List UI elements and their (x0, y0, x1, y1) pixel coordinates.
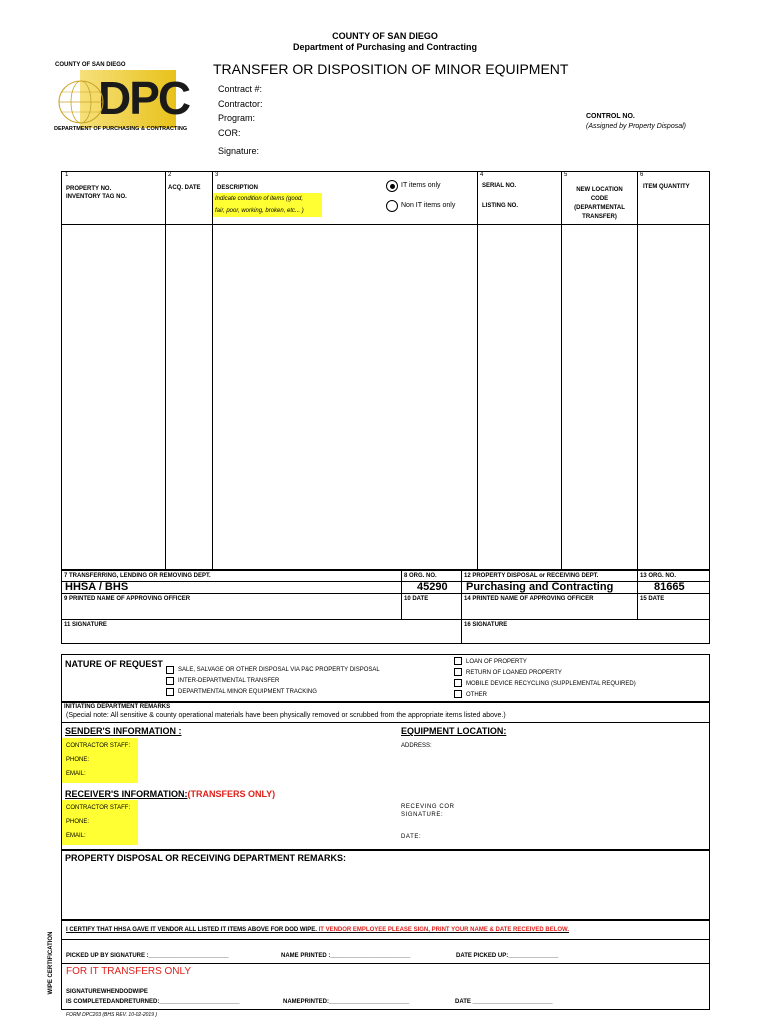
form-number-footer: FORM DPC203 (BHS REV. 10-02-2019 ) (66, 1012, 158, 1018)
return-loaned-property-checkbox[interactable] (454, 668, 462, 676)
control-no-note: (Assigned by Property Disposal) (586, 123, 686, 130)
loan-of-property-checkbox[interactable] (454, 657, 462, 665)
initiating-remarks-label: INITIATING DEPARTMENT REMARKS (64, 704, 171, 710)
date-picked-up-label: DATE PICKED UP:_______________ (456, 953, 559, 959)
sender-email-label: EMAIL: (66, 771, 86, 777)
other-checkbox[interactable] (454, 690, 462, 698)
date-2-label: DATE ________________________ (455, 999, 553, 1005)
non-it-items-radio[interactable] (386, 200, 398, 212)
it-items-radio[interactable] (386, 180, 398, 192)
minor-equipment-tracking-checkbox[interactable] (166, 688, 174, 696)
date-15-label: 15 DATE (640, 596, 665, 602)
receiver-staff-label: CONTRACTOR STAFF: (66, 805, 131, 811)
transferring-dept-value: HHSA / BHS (65, 581, 129, 593)
contract-field-label: Contract #: (218, 84, 263, 94)
picked-up-signature-label: PICKED UP BY SIGNATURE :________________________ (66, 953, 229, 959)
equipment-location-heading: EQUIPMENT LOCATION: (401, 726, 507, 736)
col-serial: SERIAL NO. (482, 183, 517, 189)
receiving-signature-label: SIGNATURE: (401, 812, 444, 818)
transferring-dept-label: 7 TRANSFERRING, LENDING OR REMOVING DEPT. (64, 573, 211, 579)
sensitive-materials-note: (Special note: All sensitive & county operational materials have been physically removed or scrubbed from the appropriate items listed above.) (66, 712, 506, 719)
col-inventory-tag: INVENTORY TAG NO. (66, 194, 127, 200)
sender-info-heading: SENDER'S INFORMATION : (65, 726, 182, 736)
it-items-label: IT items only (401, 182, 441, 189)
signature-16-label: 16 SIGNATURE (464, 622, 508, 628)
nature-of-request-label: NATURE OF REQUEST (65, 659, 163, 669)
org-no-8-value: 45290 (417, 581, 448, 593)
signature-field-label: Signature: (218, 146, 260, 156)
program-field-label: Program: (218, 113, 256, 123)
contacts-section (61, 702, 710, 850)
wipe-certify-statement: I CERTIFY THAT HHSA GAVE IT VENDOR ALL LISTED IT ITEMS ABOVE FOR DOD WIPE. IT VENDOR EMPLOYEE PLEASE SIGN, PRINT YOUR NAME & DATE RECEIVED BELOW. (66, 927, 570, 933)
wipe-certification-box (61, 920, 710, 1010)
county-title: COUNTY OF SAN DIEGO (332, 31, 438, 41)
col-new-location: NEW LOCATION CODE (DEPARTMENTAL TRANSFER) (574, 187, 625, 220)
pd-remarks-label: PROPERTY DISPOSAL OR RECEIVING DEPARTMENT REMARKS: (65, 853, 347, 863)
sender-phone-label: PHONE: (66, 757, 90, 763)
approving-officer-14-label: 14 PRINTED NAME OF APPROVING OFFICER (464, 596, 594, 602)
date-10-label: 10 DATE (404, 596, 429, 602)
department-title: Department of Purchasing and Contracting (292, 42, 478, 52)
col-item-quantity: ITEM QUANTITY (643, 184, 690, 190)
org-no-13-label: 13 ORG. NO. (640, 573, 677, 579)
form-title: TRANSFER OR DISPOSITION OF MINOR EQUIPMENT (213, 61, 569, 77)
receiving-dept-label: 12 PROPERTY DISPOSAL or RECEIVING DEPT. (464, 573, 599, 579)
wipe-certification-side-label: WIPE CERTIFICATION (48, 931, 54, 995)
org-no-8-label: 8 ORG. NO. (404, 573, 437, 579)
col-listing: LISTING NO. (482, 203, 518, 209)
address-label: ADDRESS: (401, 743, 432, 749)
sale-salvage-checkbox[interactable] (166, 666, 174, 674)
control-no-label: CONTROL NO. (586, 113, 635, 120)
radio-selected-dot (390, 184, 395, 189)
name-printed-2-label: NAMEPRINTED:________________________ (283, 999, 410, 1005)
signature-11-label: 11 SIGNATURE (64, 622, 107, 628)
dpc-logo: COUNTY OF SAN DIEGO DPC DEPARTMENT OF PURCHASING & CONTRACTING (54, 62, 190, 132)
inter-dept-transfer-checkbox[interactable] (166, 677, 174, 685)
signature-when-wipe-label: SIGNATUREWHENDODWIPE (66, 989, 148, 995)
globe-icon (56, 76, 106, 128)
col-property-no: PROPERTY NO. (66, 186, 112, 192)
receiver-email-label: EMAIL: (66, 833, 86, 839)
receiving-cor-label: RECEVING COR (401, 804, 455, 810)
receiver-info-heading: RECEIVER'S INFORMATION:(TRANSFERS ONLY) (65, 789, 276, 799)
cor-field-label: COR: (218, 128, 241, 138)
approving-officer-9-label: 9 PRINTED NAME OF APPROVING OFFICER (64, 596, 191, 602)
contractor-field-label: Contractor: (218, 99, 263, 109)
for-it-transfers-label: FOR IT TRANSFERS ONLY (66, 966, 192, 977)
receiving-dept-value: Purchasing and Contracting (466, 581, 614, 593)
mobile-device-recycling-checkbox[interactable] (454, 679, 462, 687)
is-completed-label: IS COMPLETEDANDRETURNED:________________________ (66, 999, 240, 1005)
name-printed-label: NAME PRINTED :________________________ (281, 953, 411, 959)
receiver-date-label: DATE: (401, 834, 422, 840)
non-it-items-label: Non IT items only (401, 202, 456, 209)
org-no-13-value: 81665 (654, 581, 685, 593)
items-table (61, 171, 710, 570)
col-acq-date: ACQ. DATE (168, 185, 201, 191)
col-description: DESCRIPTION (217, 185, 259, 191)
receiver-phone-label: PHONE: (66, 819, 90, 825)
sender-staff-label: CONTRACTOR STAFF: (66, 743, 131, 749)
